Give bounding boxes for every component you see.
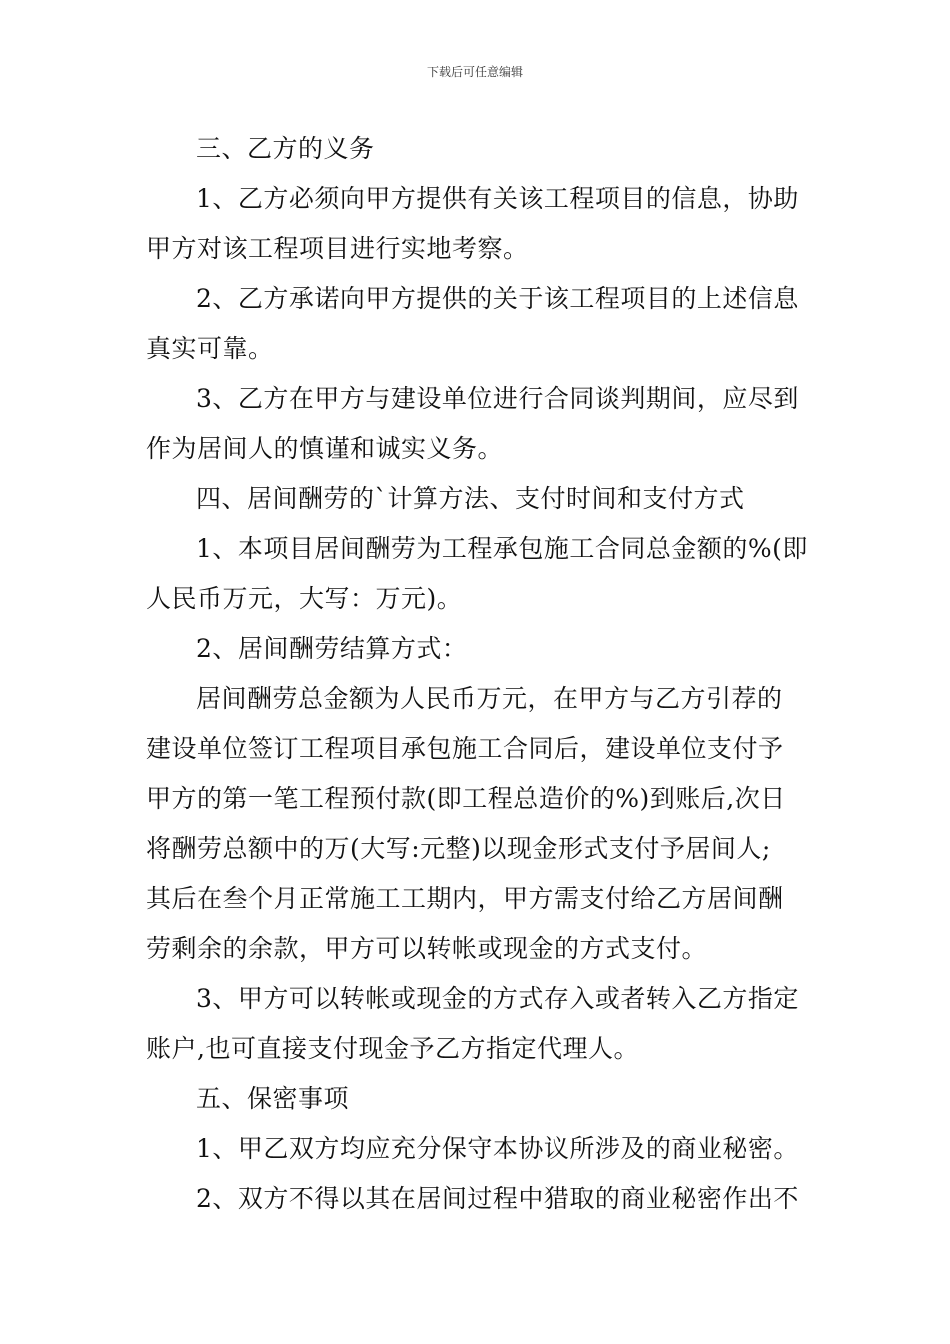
clause-paragraph [146,1174,810,1224]
section-heading-compensation [146,474,810,524]
clause-paragraph [146,374,810,474]
paragraph-line: 四、居间酬劳的`计算方法、支付时间和支付方式 [196,484,745,513]
page-header-note: 下载后可任意编辑 [426,65,523,79]
section-heading-obligations [146,124,810,174]
paragraph-line: 建设单位签订工程项目承包施工合同后，建设单位支付予 [146,734,784,763]
paragraph-line: 居间酬劳总金额为人民币万元，在甲方与乙方引荐的 [196,684,783,713]
paragraph-line: 劳剩余的余款，甲方可以转帐或现金的方式支付。 [146,934,708,963]
paragraph-line: 五、保密事项 [196,1084,350,1113]
paragraph-line: 1、本项目居间酬劳为工程承包施工合同总金额的%(即 [196,534,808,563]
paragraph-line: 2、乙方承诺向甲方提供的关于该工程项目的上述信息 [196,284,799,313]
clause-paragraph [146,974,810,1074]
paragraph-line: 甲方对该工程项目进行实地考察。 [146,234,529,263]
paragraph-line: 其后在叁个月正常施工工期内，甲方需支付给乙方居间酬 [146,884,784,913]
clause-paragraph [146,174,810,274]
paragraph-line: 2、双方不得以其在居间过程中猎取的商业秘密作出不 [196,1184,799,1213]
clause-paragraph [146,274,810,374]
clause-paragraph [146,674,810,974]
paragraph-line: 真实可靠。 [146,334,274,363]
paragraph-line: 3、乙方在甲方与建设单位进行合同谈判期间，应尽到 [196,384,799,413]
clause-paragraph [146,1124,810,1174]
clause-paragraph [146,624,810,674]
paragraph-line: 人民币万元，大写：万元)。 [146,584,463,613]
paragraph-line: 1、乙方必须向甲方提供有关该工程项目的信息，协助 [196,184,799,213]
paragraph-line: 三、乙方的义务 [196,134,375,163]
section-heading-confidentiality [146,1074,810,1124]
paragraph-line: 甲方的第一笔工程预付款(即工程总造价的%)到账后,次日 [146,784,786,813]
paragraph-line: 2、居间酬劳结算方式： [196,634,468,663]
paragraph-line: 作为居间人的慎谨和诚实义务。 [146,434,504,463]
clause-paragraph [146,524,810,624]
paragraph-line: 3、甲方可以转帐或现金的方式存入或者转入乙方指定 [196,984,799,1013]
paragraph-line: 账户,也可直接支付现金予乙方指定代理人。 [146,1034,639,1063]
document-body [146,124,810,1224]
paragraph-line: 1、甲乙双方均应充分保守本协议所涉及的商业秘密。 [196,1134,799,1163]
paragraph-line: 将酬劳总额中的万(大写:元整)以现金形式支付予居间人; [146,834,771,863]
